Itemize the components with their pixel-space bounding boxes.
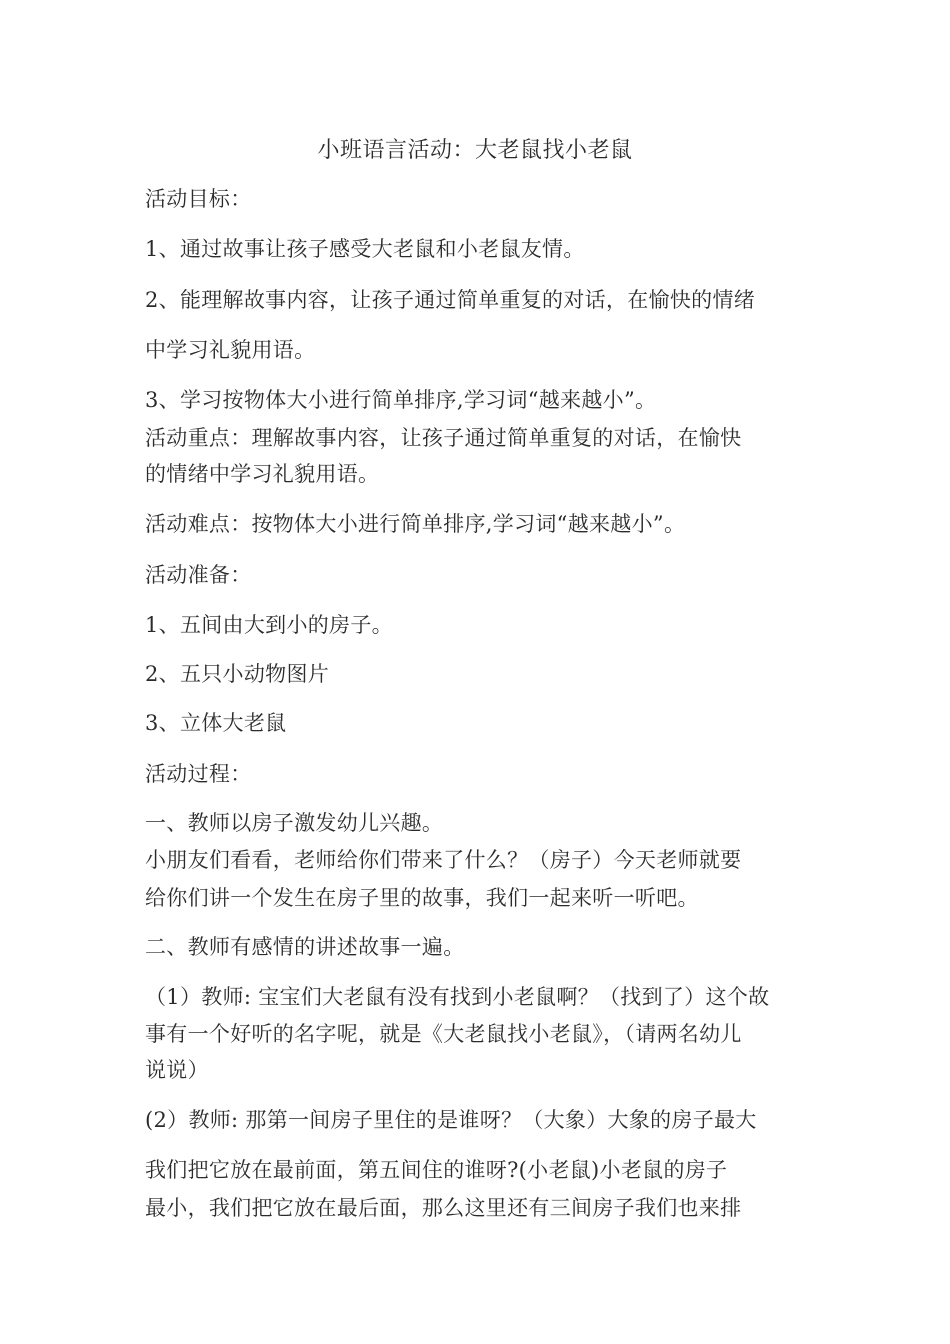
document-title: 小班语言活动：大老鼠找小老鼠 <box>317 138 633 163</box>
text-line: 最小，我们把它放在最后面，那么这里还有三间房子我们也来排 <box>145 1196 742 1220</box>
text-line: 活动重点：理解故事内容，让孩子通过简单重复的对话，在愉快 <box>145 426 742 450</box>
text-line: 3、立体大老鼠 <box>145 711 287 735</box>
text-line: 1、五间由大到小的房子。 <box>145 613 393 637</box>
text-line: 3、学习按物体大小进行简单排序,学习词“越来越小”。 <box>145 388 657 412</box>
text-line: 给你们讲一个发生在房子里的故事，我们一起来听一听吧。 <box>145 886 699 910</box>
text-line: (2）教师: 那第一间房子里住的是谁呀？（大象）大象的房子最大 <box>145 1108 757 1132</box>
text-line: 说说） <box>145 1058 209 1082</box>
text-line: 活动过程： <box>145 762 252 786</box>
text-line: 活动目标： <box>145 187 252 211</box>
text-line: 事有一个好听的名字呢，就是《大老鼠找小老鼠》，（请两名幼儿 <box>145 1022 742 1046</box>
text-line: 2、能理解故事内容，让孩子通过简单重复的对话，在愉快的情绪 <box>145 288 756 312</box>
text-line: 一、教师以房子激发幼儿兴趣。 <box>145 811 444 835</box>
text-line: 小朋友们看看，老师给你们带来了什么？（房子）今天老师就要 <box>145 848 742 872</box>
text-line: 我们把它放在最前面，第五间住的谁呀?(小老鼠)小老鼠的房子 <box>145 1158 728 1182</box>
text-line: （1）教师: 宝宝们大老鼠有没有找到小老鼠啊？（找到了）这个故 <box>145 985 770 1009</box>
text-line: 1、通过故事让孩子感受大老鼠和小老鼠友情。 <box>145 237 585 261</box>
text-line: 活动准备： <box>145 563 252 587</box>
text-line: 2、五只小动物图片 <box>145 662 330 686</box>
text-line: 的情绪中学习礼貌用语。 <box>145 462 380 486</box>
text-line: 二、教师有感情的讲述故事一遍。 <box>145 935 465 959</box>
text-line: 中学习礼貌用语。 <box>145 338 316 362</box>
text-line: 活动难点：按物体大小进行简单排序,学习词“越来越小”。 <box>145 512 686 536</box>
